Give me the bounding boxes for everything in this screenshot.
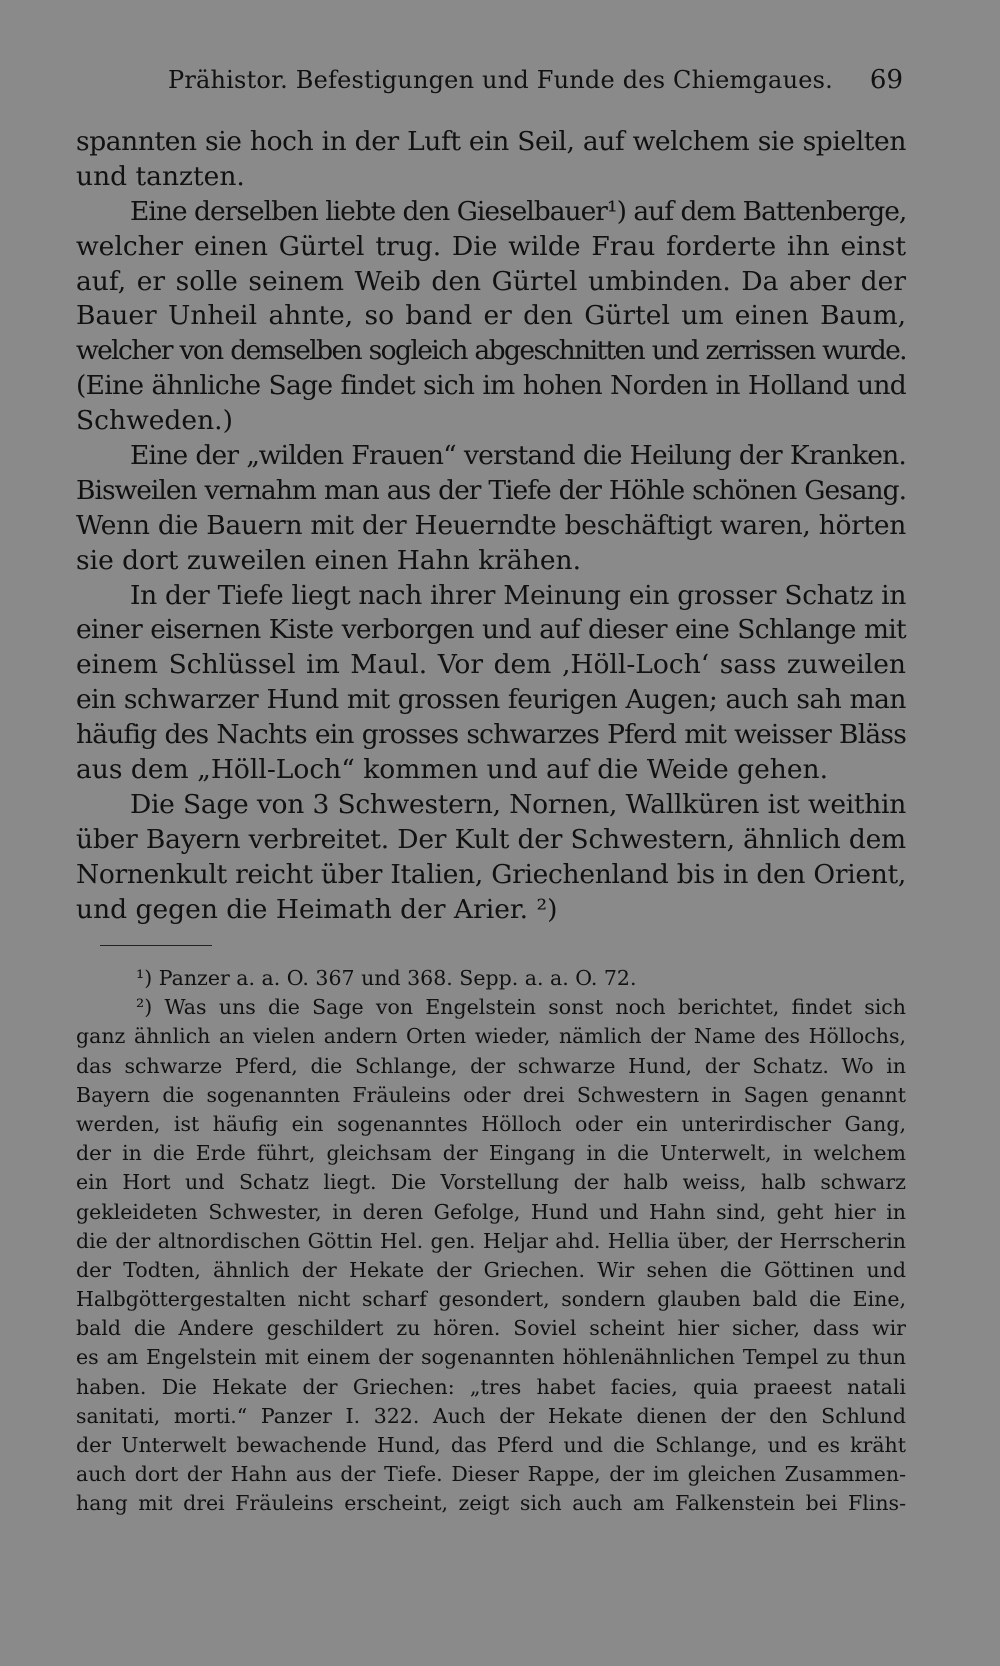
main-line: In der Tiefe liegt nach ihrer Meinung ein grosser Schatz in [130, 579, 907, 611]
footnote-line: auch dort der Hahn aus der Tiefe. Dieser Rappe, der im gleichen Zusammen- [76, 1462, 906, 1487]
footnotes [76, 964, 906, 1519]
footnote-line: Halbgöttergestalten nicht scharf gesondert, sondern glauben bald die Eine, [76, 1287, 906, 1312]
footnote-line: der Todten, ähnlich der Hekate der Griechen. Wir sehen die Göttinen und [76, 1257, 906, 1282]
main-line: welcher einen Gürtel trug. Die wilde Frau forderte ihn einst [76, 230, 906, 262]
footnote-line: die der altnordischen Göttin Hel. gen. Heljar ahd. Hellia über, der Herrscherin [76, 1228, 906, 1253]
main-line: Eine derselben liebte den Gieselbauer¹) auf dem Battenberge, [130, 195, 907, 227]
main-line: häufig des Nachts ein grosses schwarzes Pferd mit weisser Bläss [76, 719, 906, 751]
main-line: einem Schlüssel im Maul. Vor dem ‚Höll-Loch‘ sass zuweilen [76, 649, 906, 681]
main-line: sie dort zuweilen einen Hahn krähen. [76, 544, 581, 576]
main-line: Die Sage von 3 Schwestern, Nornen, Wallküren ist weithin [130, 788, 906, 820]
main-line: Wenn die Bauern mit der Heuerndte beschäftigt waren, hörten [76, 509, 906, 541]
main-line: spannten sie hoch in der Luft ein Seil, auf welchem sie spielten [76, 126, 906, 157]
main-line: auf, er solle seinem Weib den Gürtel umbinden. Da aber der [76, 265, 906, 297]
main-line: Eine der „wilden Frauen“ verstand die Heilung der Kranken. [130, 440, 906, 472]
footnote-line: gekleideten Schwester, in deren Gefolge, Hund und Hahn sind, geht hier in [76, 1199, 906, 1224]
main-line: und gegen die Heimath der Arier. ²) [76, 893, 558, 925]
footnote-line: es am Engelstein mit einem der sogenannten höhlenähnlichen Tempel zu thun [76, 1345, 906, 1370]
footnote-line: Bayern die sogenannten Fräuleins oder drei Schwestern in Sagen genannt [76, 1082, 906, 1107]
running-title: Prähistor. Befestigungen und Funde des Chiemgaues. [168, 66, 833, 94]
footnote-line: ¹) Panzer a. a. O. 367 und 368. Sepp. a. a. O. 72. [136, 966, 637, 990]
main-line: einer eisernen Kiste verborgen und auf dieser eine Schlange mit [76, 614, 906, 646]
main-line: Bauer Unheil ahnte, so band er den Gürtel um einen Baum, [76, 300, 906, 332]
main-line: welcher von demselben sogleich abgeschnitten und zerrissen wurde. [76, 335, 906, 367]
main-line: aus dem „Höll-Loch“ kommen und auf die Weide gehen. [76, 754, 829, 786]
footnote-line: das schwarze Pferd, die Schlange, der schwarze Hund, der Schatz. Wo in [76, 1053, 906, 1078]
footnote-line: haben. Die Hekate der Griechen: „tres habet facies, quia praeest natali [76, 1374, 906, 1399]
running-head [168, 60, 903, 100]
main-line: (Eine ähnliche Sage findet sich im hohen Norden in Holland und [76, 370, 906, 402]
footnote-line: werden, ist häufig ein sogenanntes Hölloch oder ein unterirdischer Gang, [76, 1111, 906, 1136]
main-line: ein schwarzer Hund mit grossen feurigen Augen; auch sah man [76, 684, 906, 716]
footnote-separator [100, 945, 212, 946]
footnote-line: ein Hort und Schatz liegt. Die Vorstellung der halb weiss, halb schwarz [76, 1170, 906, 1195]
main-text [76, 125, 906, 927]
footnote-line: ²) Was uns die Sage von Engelstein sonst noch berichtet, findet sich [136, 995, 906, 1020]
footnote-line: der in die Erde führt, gleichsam der Eingang in die Unterwelt, in welchem [76, 1141, 906, 1166]
footnote-line: ganz ähnlich an vielen andern Orten wieder, nämlich der Name des Höllochs, [76, 1024, 906, 1049]
page-number: 69 [869, 65, 903, 95]
main-line: Bisweilen vernahm man aus der Tiefe der Höhle schönen Gesang. [76, 474, 906, 506]
main-line: Schweden.) [76, 405, 233, 437]
footnote-line: sanitati, morti.“ Panzer I. 322. Auch der Hekate dienen der den Schlund [76, 1403, 906, 1428]
main-line: Nornenkult reicht über Italien, Griechenland bis in den Orient, [76, 858, 906, 890]
main-line: und tanzten. [76, 160, 245, 192]
main-line: über Bayern verbreitet. Der Kult der Schwestern, ähnlich dem [76, 823, 906, 855]
footnote-line: bald die Andere geschildert zu hören. Soviel scheint hier sicher, dass wir [76, 1316, 906, 1341]
footnote-line: hang mit drei Fräuleins erscheint, zeigt sich auch am Falkenstein bei Flins- [76, 1491, 906, 1516]
footnote-line: der Unterwelt bewachende Hund, das Pferd und die Schlange, und es kräht [76, 1433, 906, 1457]
